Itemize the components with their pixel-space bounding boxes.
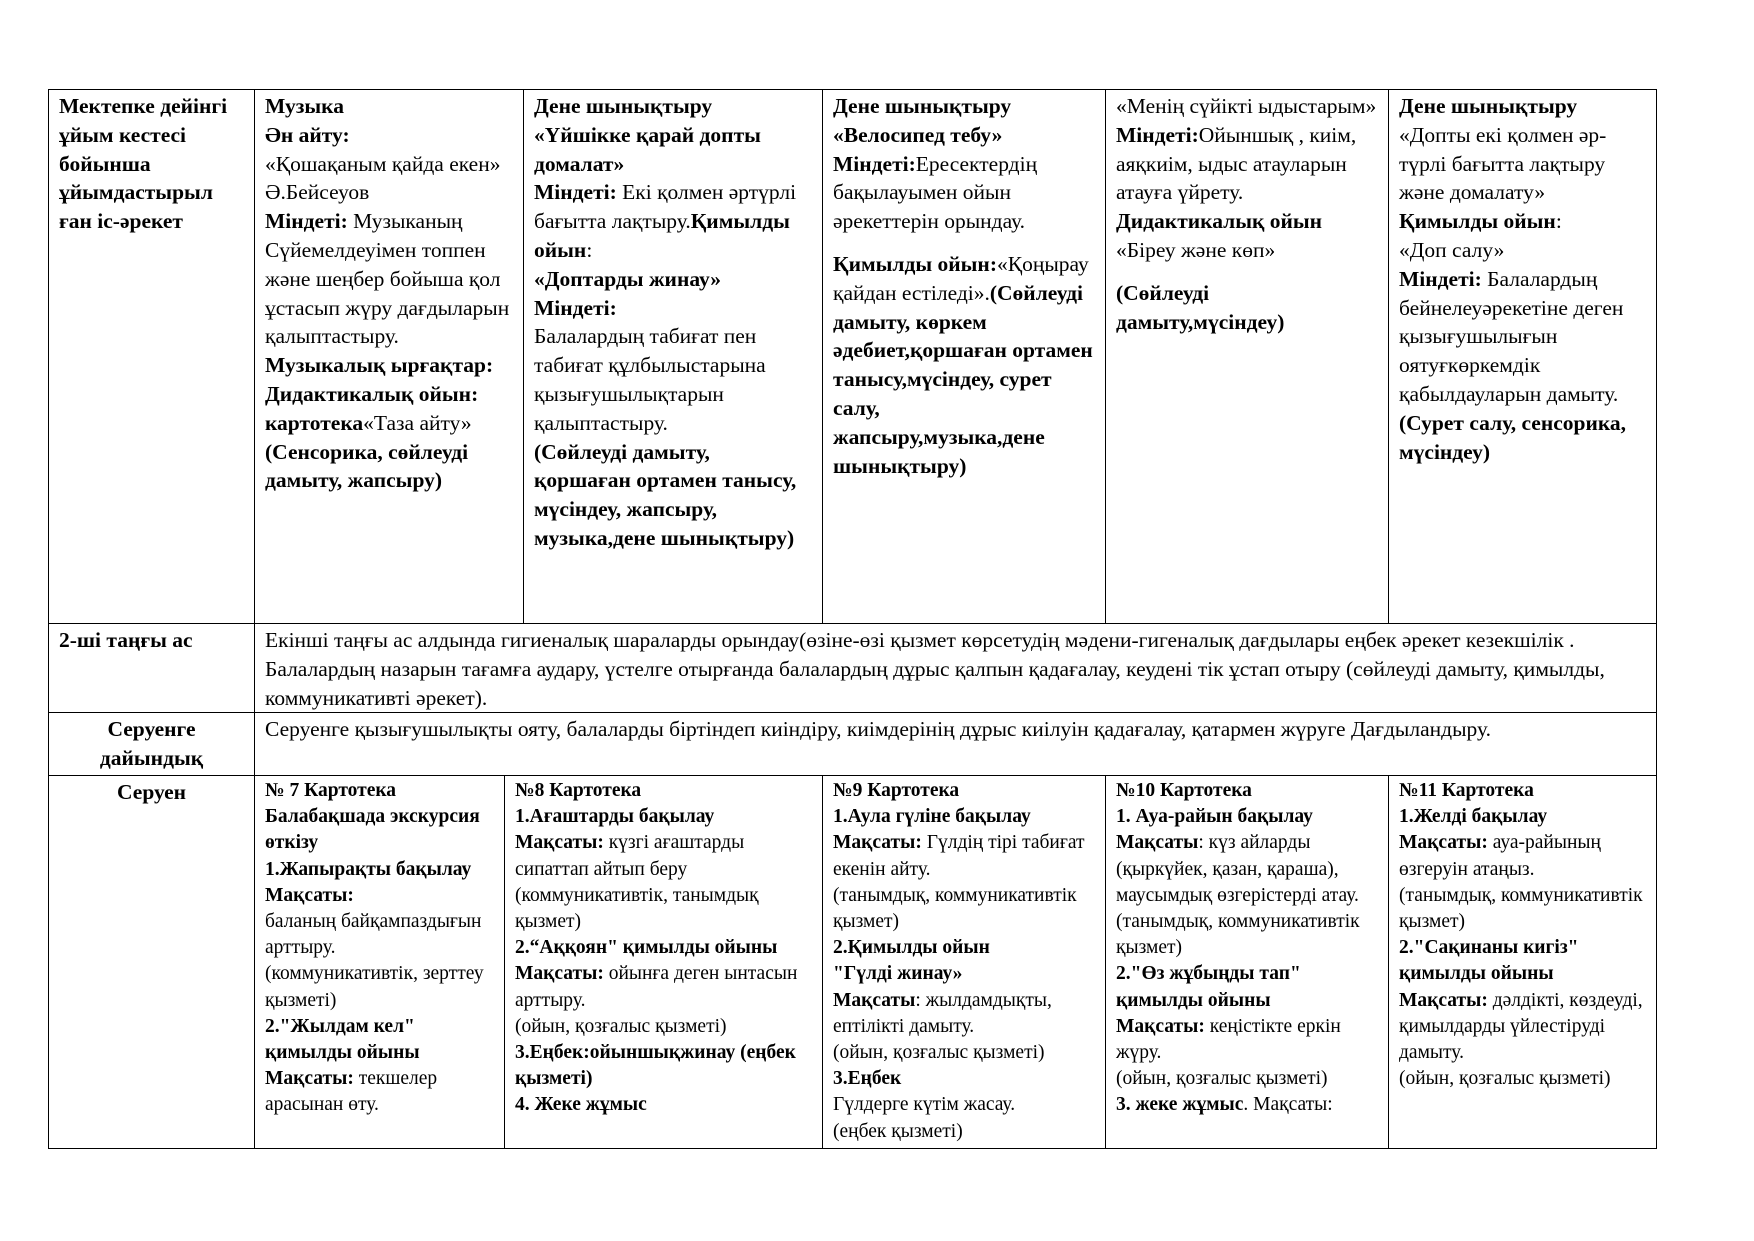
cell-text-line: «Допты екі қолмен әр-түрлі бағытта лақтыру және домалату» [1399, 122, 1607, 205]
cell-text-line: Мақсаты: [833, 832, 922, 854]
cell-text-line: Балабақшада экскурсия өткізу [265, 806, 480, 854]
cell-text-line: күзгі ағаштарды сипаттап айтып беру [515, 832, 745, 880]
row-label-second-breakfast [49, 624, 255, 712]
cell-text-line: ойынға деген ынтасын арттыру. [515, 963, 798, 1011]
cell-text-line: №9 Картотека [833, 780, 960, 801]
cell-text-line: Міндеті: [265, 209, 348, 234]
cell-text-line: Ересектердің бақылауымен ойын әрекеттерін орындау. [833, 151, 1038, 234]
cell-text-line: баланың байқампаздығын арттыру. [265, 911, 482, 959]
cell-text-line: : жылдамдықты, ептілікті дамыту. [833, 989, 1052, 1037]
cell-text-line: Мақсаты [833, 989, 916, 1011]
cell-text-line: дәлдікті, көздеуді, қимылдарды үйлестіруді дамыту. [1399, 989, 1643, 1064]
cell-text-line: Мақсаты: [1116, 1015, 1205, 1037]
cell-text-line: 2.“Аққоян" қимылды ойыны [515, 937, 778, 959]
cell-text-line: текшелер арасынан өту. [265, 1068, 438, 1116]
cell-text-line: Гүлдерге күтім жасау. [833, 1094, 1016, 1116]
cell-text-line: 2."Өз жұбыңды тап" қимылды ойыны [1116, 963, 1301, 1011]
cell-text-line: «Үйшікке қарай допты домалат» [534, 122, 761, 176]
cell-text-line: Қимылды ойын [534, 209, 790, 262]
cell-pe-bicycle [823, 90, 1106, 623]
cell-text-line: (еңбек қызметі) [833, 1120, 963, 1142]
cell-text-line: «Қошақаным қайда екен» Ә.Бейсеуов [265, 151, 501, 205]
cell-walk-card-7 [255, 776, 505, 1148]
cell-text-line: «Біреу және көп» [1116, 237, 1276, 262]
cell-text-line: Міндеті: [833, 151, 916, 176]
table-row-walk [49, 776, 1657, 1149]
cell-text-line: (ойын, қозғалыс қызметі) [833, 1042, 1045, 1064]
row-label-line: Серуен [116, 780, 187, 804]
cell-text-line: Дене шынықтыру [1399, 94, 1578, 118]
table-row-activities [49, 90, 1657, 624]
cell-text-line: (Сөйлеуді дамыту, көркем әдебиет,қоршаған ортамен танысу,мүсіндеу, сурет салу, жапсыру,музыка,дене шынықтыру) [833, 280, 1093, 478]
cell-text-line: Мақсаты [1116, 832, 1199, 854]
cell-text-line: «Велосипед тебу» [833, 122, 1003, 147]
cell-text-line: 1.Аула гүліне бақылау [833, 806, 1031, 828]
cell-text-line: (танымдық, коммуникативтік қызмет) [833, 884, 1077, 933]
cell-text-line: №11 Картотека [1399, 780, 1534, 801]
cell-text-line: картотека [265, 410, 364, 435]
cell-text-line: 2.Қимылды ойын [833, 937, 990, 959]
cell-text-line: Дидактикалық ойын: [265, 381, 479, 406]
cell-text-line: «Доп салу» [1399, 237, 1505, 262]
cell-text-line: 3.Еңбек [833, 1068, 902, 1090]
spacer [833, 236, 1095, 250]
cell-text-line: №10 Картотека [1116, 780, 1252, 801]
row-label-organized-activity [49, 90, 255, 623]
cell-text-line: Ойыншық , киім, аяқкиім, ыдыс атауларын атауға үйрету. [1116, 122, 1357, 205]
row-label-line: Мектепке дейінгі ұйым кестесі бойынша ұйымдастырыл ған іс-әрекет [59, 94, 228, 234]
cell-text-line: (Сенсорика, сөйлеуді дамыту, жапсыру) [265, 439, 469, 493]
cell-text-line: (Сурет салу, сенсорика, мүсіндеу) [1399, 410, 1627, 464]
cell-text-line: Екі қолмен әртүрлі бағытта лақтыру. [534, 180, 797, 234]
cell-text-line: "Гүлді жинау» [833, 963, 963, 985]
row-label-line: Серуенге [107, 717, 196, 741]
row-label-line: 2-ші таңғы ас [59, 628, 193, 652]
cell-pe-throw-ball [1389, 90, 1657, 623]
cell-walk-card-9 [823, 776, 1106, 1148]
cell-text-line: «Доптарды жинау» [534, 266, 722, 291]
cell-text-line: : [586, 237, 593, 262]
cell-text-line: кеңістікте еркін жүру. [1116, 1015, 1341, 1064]
cell-text-line: 1.Жапырақты бақылау Мақсаты: [265, 858, 472, 906]
cell-text-line: 1. Ауа-райын бақылау [1116, 806, 1313, 828]
cell-text-line: (коммуникативтік, зерттеу қызметі) [265, 963, 484, 1011]
cell-walk-preparation-text: Серуенге қызығушылықты ояту, балаларды біртіндеп киіндіру, киімдерінің дұрыс киілуін қадағалау, қатармен жүруге Дағдыландыру. [255, 713, 1657, 775]
cell-text-line: «Таза айту» [363, 410, 472, 435]
cell-text-line: ауа-райының өзгеруін атаңыз. [1399, 832, 1601, 880]
cell-text-line: (Сөйлеуді дамыту,мүсіндеу) [1116, 280, 1285, 334]
cell-text-line: Қимылды ойын [1399, 209, 1556, 234]
cell-text-line: № 7 Картотека [265, 780, 397, 801]
cell-text-line: Музыка [265, 94, 344, 118]
cell-text-line: 1.Желді бақылау [1399, 806, 1548, 828]
cell-text-line: 3.Еңбек:ойыншықжинау (еңбек қызметі) [515, 1042, 796, 1090]
cell-text-line: 1.Ағаштарды бақылау [515, 806, 715, 828]
cell-text-line: 4. Жеке жұмыс [515, 1094, 647, 1116]
table-row-walk-preparation [49, 713, 1657, 776]
cell-text-line: 2."Жылдам кел" қимылды ойыны [265, 1015, 420, 1064]
cell-text-line: №8 Картотека [515, 780, 642, 801]
cell-text-line: Мақсаты: [1399, 832, 1488, 854]
cell-text-line: Ән айту: [265, 122, 350, 147]
cell-text-line: Міндеті: [1399, 266, 1482, 291]
spacer [1116, 265, 1378, 279]
cell-text-line: Балалардың бейнелеуәрекетіне деген қызығушылығын оятуғкөркемдік қабылдауларын дамыту. [1399, 266, 1624, 406]
cell-text-line: Музыканың Сүйемелдеуімен топпен және шеңбер бойыша қол ұстасып жүру дағдыларын қалыптастыру. [265, 209, 510, 349]
cell-text-line: Мақсаты: [515, 963, 604, 985]
cell-text-line: Дене шынықтыру [833, 94, 1012, 118]
cell-text-line: Міндеті: [534, 295, 617, 320]
cell-music [255, 90, 524, 623]
cell-text-line: Дидактикалық ойын [1116, 209, 1323, 234]
cell-text-line: Қимылды ойын: [833, 251, 997, 276]
cell-text-line: (танымдық, коммуникативтік қызмет) [1399, 884, 1643, 933]
row-label-walk-preparation [49, 713, 255, 775]
cell-text-line: Міндеті: [534, 180, 617, 205]
cell-text-line: (Сөйлеуді дамыту, қоршаған ортамен танысу, мүсіндеу, жапсыру, музыка,дене шынықтыру) [534, 439, 797, 550]
cell-text-line: Гүлдің тірі табиғат екенін айту. [833, 832, 1085, 880]
cell-text-line: (танымдық, коммуникативтік қызмет) [1116, 911, 1360, 959]
row-label-line: дайындық [99, 745, 204, 770]
cell-text-line: (ойын, қозғалыс қызметі) [515, 1015, 727, 1037]
cell-text-line: Музыкалық ырғақтар: [265, 353, 494, 378]
cell-text-line: Дене шынықтыру [534, 94, 713, 118]
cell-text-line: (ойын, қозғалыс қызметі) [1116, 1068, 1328, 1090]
cell-text-line: 3. жеке жұмыс [1116, 1094, 1244, 1116]
schedule-table [48, 89, 1657, 1149]
cell-text-line: : күз айларды (қыркүйек, қазан, қараша), маусымдық өзгерістерді атау. [1116, 832, 1359, 906]
cell-text-line: (коммуникативтік, танымдық қызмет) [515, 884, 759, 933]
cell-second-breakfast-text: Екінші таңғы ас алдында гигиеналық шараларды орындау(өзіне-өзі қызмет көрсетудің мәдени-гигеналық дағдылары еңбек әрекет кезекшілік . Балалардың назарын тағамға аудару, үстелге отырғанда балалардың дұрыс қалпын қадағалау, кеудені тік ұстап отыру (сөйлеуді дамыту, қимылды, коммуникативті әрекет). [255, 624, 1657, 712]
cell-text-line: Мақсаты: [515, 832, 604, 854]
cell-favourite-dishes [1106, 90, 1389, 623]
cell-text-line: Мақсаты: [265, 1068, 354, 1090]
cell-walk-card-8 [505, 776, 823, 1148]
cell-walk-card-10 [1106, 776, 1389, 1148]
cell-text-line: : [1555, 209, 1562, 234]
cell-pe-ball-roll [524, 90, 823, 623]
cell-text-line: Балалардың табиғат пен табиғат құлбылыстарына қызығушылықтарын қалыптастыру. [534, 324, 766, 435]
cell-text-line: Мақсаты: [1399, 989, 1488, 1011]
cell-text-line: (ойын, қозғалыс қызметі) [1399, 1068, 1611, 1090]
cell-text-line: . Мақсаты: [1243, 1094, 1333, 1116]
row-label-walk [49, 776, 255, 1148]
table-row-second-breakfast [49, 624, 1657, 713]
cell-text-line: Міндеті: [1116, 122, 1199, 147]
cell-walk-card-11 [1389, 776, 1657, 1148]
cell-text-line: 2."Сақинаны кигіз" қимылды ойыны [1399, 937, 1579, 985]
cell-text-line: «Қоңырау қайдан естіледі». [833, 251, 1089, 305]
cell-text-line: «Менің сүйікті ыдыстарым» [1116, 94, 1377, 118]
